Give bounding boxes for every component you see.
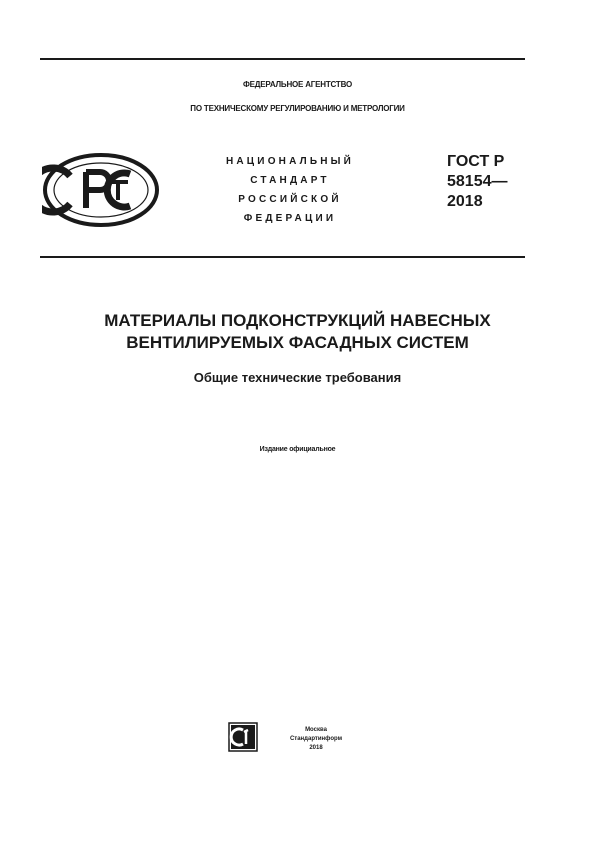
standard-type-line-1: НАЦИОНАЛЬНЫЙ xyxy=(225,156,355,167)
publisher-year: 2018 xyxy=(309,745,323,751)
top-rule xyxy=(40,58,525,60)
agency-line-2: ПО ТЕХНИЧЕСКОМУ РЕГУЛИРОВАНИЮ И МЕТРОЛОГИИ xyxy=(190,104,405,113)
standard-code-line-1: ГОСТ Р xyxy=(447,153,505,170)
standard-code-line-3: 2018 xyxy=(447,193,483,210)
document-title xyxy=(0,310,595,354)
edition-note: Издание официальное xyxy=(259,446,336,453)
standard-type-line-4: ФЕДЕРАЦИИ xyxy=(243,213,337,224)
standard-code xyxy=(447,152,508,212)
publisher-name: Стандартинформ xyxy=(289,736,343,742)
standard-type-line-3: РОССИЙСКОЙ xyxy=(238,194,342,205)
standard-type xyxy=(195,152,385,228)
pst-certification-mark-icon xyxy=(42,152,160,228)
publisher-city: Москва xyxy=(305,727,327,733)
standard-type-line-2: СТАНДАРТ xyxy=(250,175,330,186)
document-title-line-2: ВЕНТИЛИРУЕМЫХ ФАСАДНЫХ СИСТЕМ xyxy=(126,333,469,352)
publisher-imprint xyxy=(262,726,370,753)
standartinform-logo-icon xyxy=(228,722,258,752)
agency-line-1: ФЕДЕРАЛЬНОЕ АГЕНТСТВО xyxy=(242,80,352,89)
document-title-line-1: МАТЕРИАЛЫ ПОДКОНСТРУКЦИЙ НАВЕСНЫХ xyxy=(104,311,491,330)
middle-rule xyxy=(40,256,525,258)
standard-code-line-2: 58154— xyxy=(447,173,508,190)
document-subtitle: Общие технические требования xyxy=(193,370,402,385)
